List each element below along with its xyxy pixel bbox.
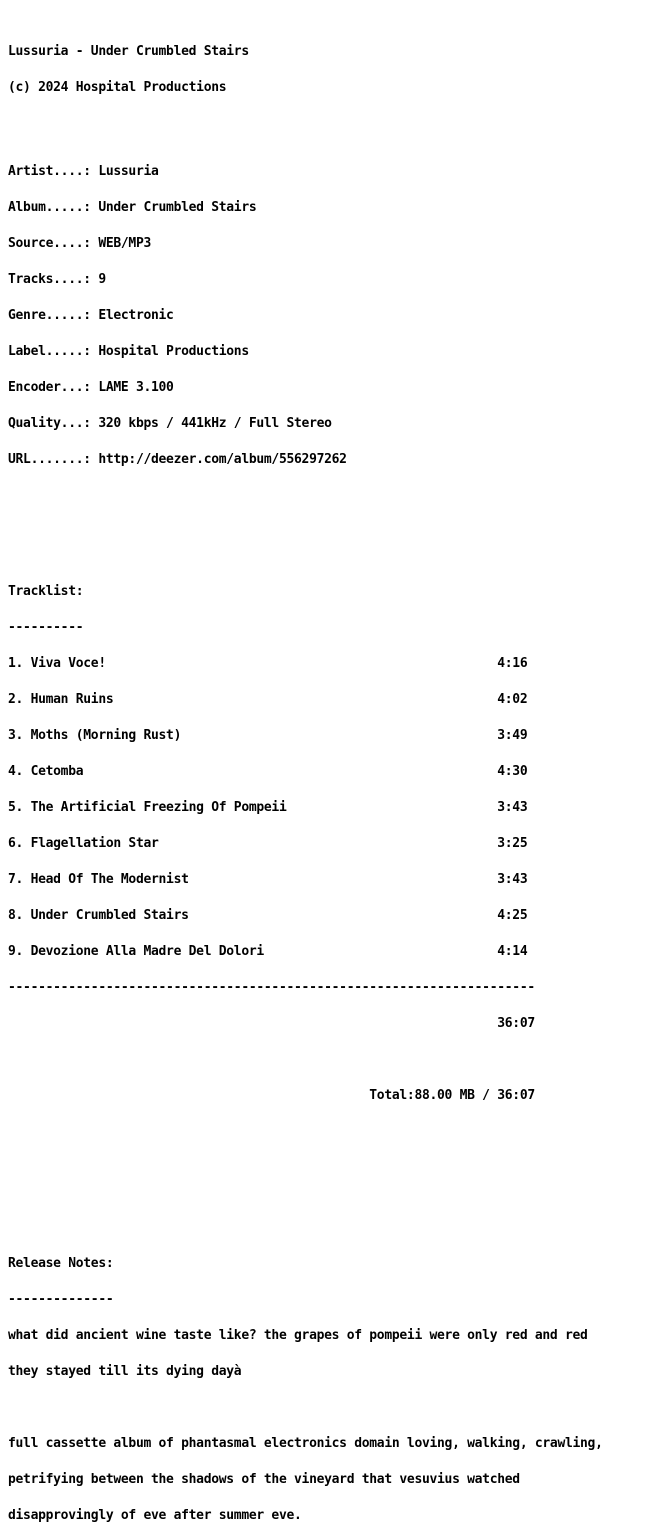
blank-line	[8, 1402, 603, 1414]
release-notes-heading-underline: --------------	[8, 1292, 114, 1307]
info-album: Album.....: Under Crumbled Stairs	[8, 200, 257, 215]
track-row: 6. Flagellation Star 3:25	[8, 836, 528, 851]
release-notes-line: what did ancient wine taste like? the grapes of pompeii were only red and red	[8, 1328, 588, 1343]
release-notes-heading: Release Notes:	[8, 1256, 114, 1271]
release-notes-line: they stayed till its dying dayà	[8, 1364, 242, 1379]
total-size-duration: Total:88.00 MB / 36:07	[8, 1088, 535, 1103]
track-row: 7. Head Of The Modernist 3:43	[8, 872, 528, 887]
track-row: 2. Human Ruins 4:02	[8, 692, 528, 707]
nfo-text	[8, 22, 603, 1534]
track-row: 1. Viva Voce! 4:16	[8, 656, 528, 671]
blank-line	[8, 1174, 603, 1186]
track-row: 3. Moths (Morning Rust) 3:49	[8, 728, 528, 743]
blank-line	[8, 538, 603, 550]
release-notes-line: petrifying between the shadows of the vineyard that vesuvius watched	[8, 1472, 520, 1487]
track-row: 9. Devozione Alla Madre Del Dolori 4:14	[8, 944, 528, 959]
total-duration: 36:07	[8, 1016, 535, 1031]
tracklist-heading-underline: ----------	[8, 620, 84, 635]
blank-line	[8, 118, 603, 130]
track-row: 4. Cetomba 4:30	[8, 764, 528, 779]
info-artist: Artist....: Lussuria	[8, 164, 159, 179]
blank-line	[8, 1210, 603, 1222]
info-label: Label.....: Hospital Productions	[8, 344, 249, 359]
release-notes-line: full cassette album of phantasmal electronics domain loving, walking, crawling,	[8, 1436, 603, 1451]
info-quality: Quality...: 320 kbps / 441kHz / Full Stereo	[8, 416, 332, 431]
info-genre: Genre.....: Electronic	[8, 308, 174, 323]
info-encoder: Encoder...: LAME 3.100	[8, 380, 174, 395]
track-row: 5. The Artificial Freezing Of Pompeii 3:43	[8, 800, 528, 815]
blank-line	[8, 502, 603, 514]
blank-line	[8, 1054, 603, 1066]
tracklist-separator: ----------------------------------------------------------------------	[8, 980, 535, 995]
info-tracks: Tracks....: 9	[8, 272, 106, 287]
info-url: URL.......: http://deezer.com/album/556297262	[8, 452, 347, 467]
track-row: 8. Under Crumbled Stairs 4:25	[8, 908, 528, 923]
release-notes-line: disapprovingly of eve after summer eve.	[8, 1508, 302, 1523]
blank-line	[8, 1138, 603, 1150]
tracklist-heading: Tracklist:	[8, 584, 84, 599]
release-title-line: Lussuria - Under Crumbled Stairs	[8, 44, 249, 59]
info-source: Source....: WEB/MP3	[8, 236, 152, 251]
copyright-line: (c) 2024 Hospital Productions	[8, 80, 227, 95]
